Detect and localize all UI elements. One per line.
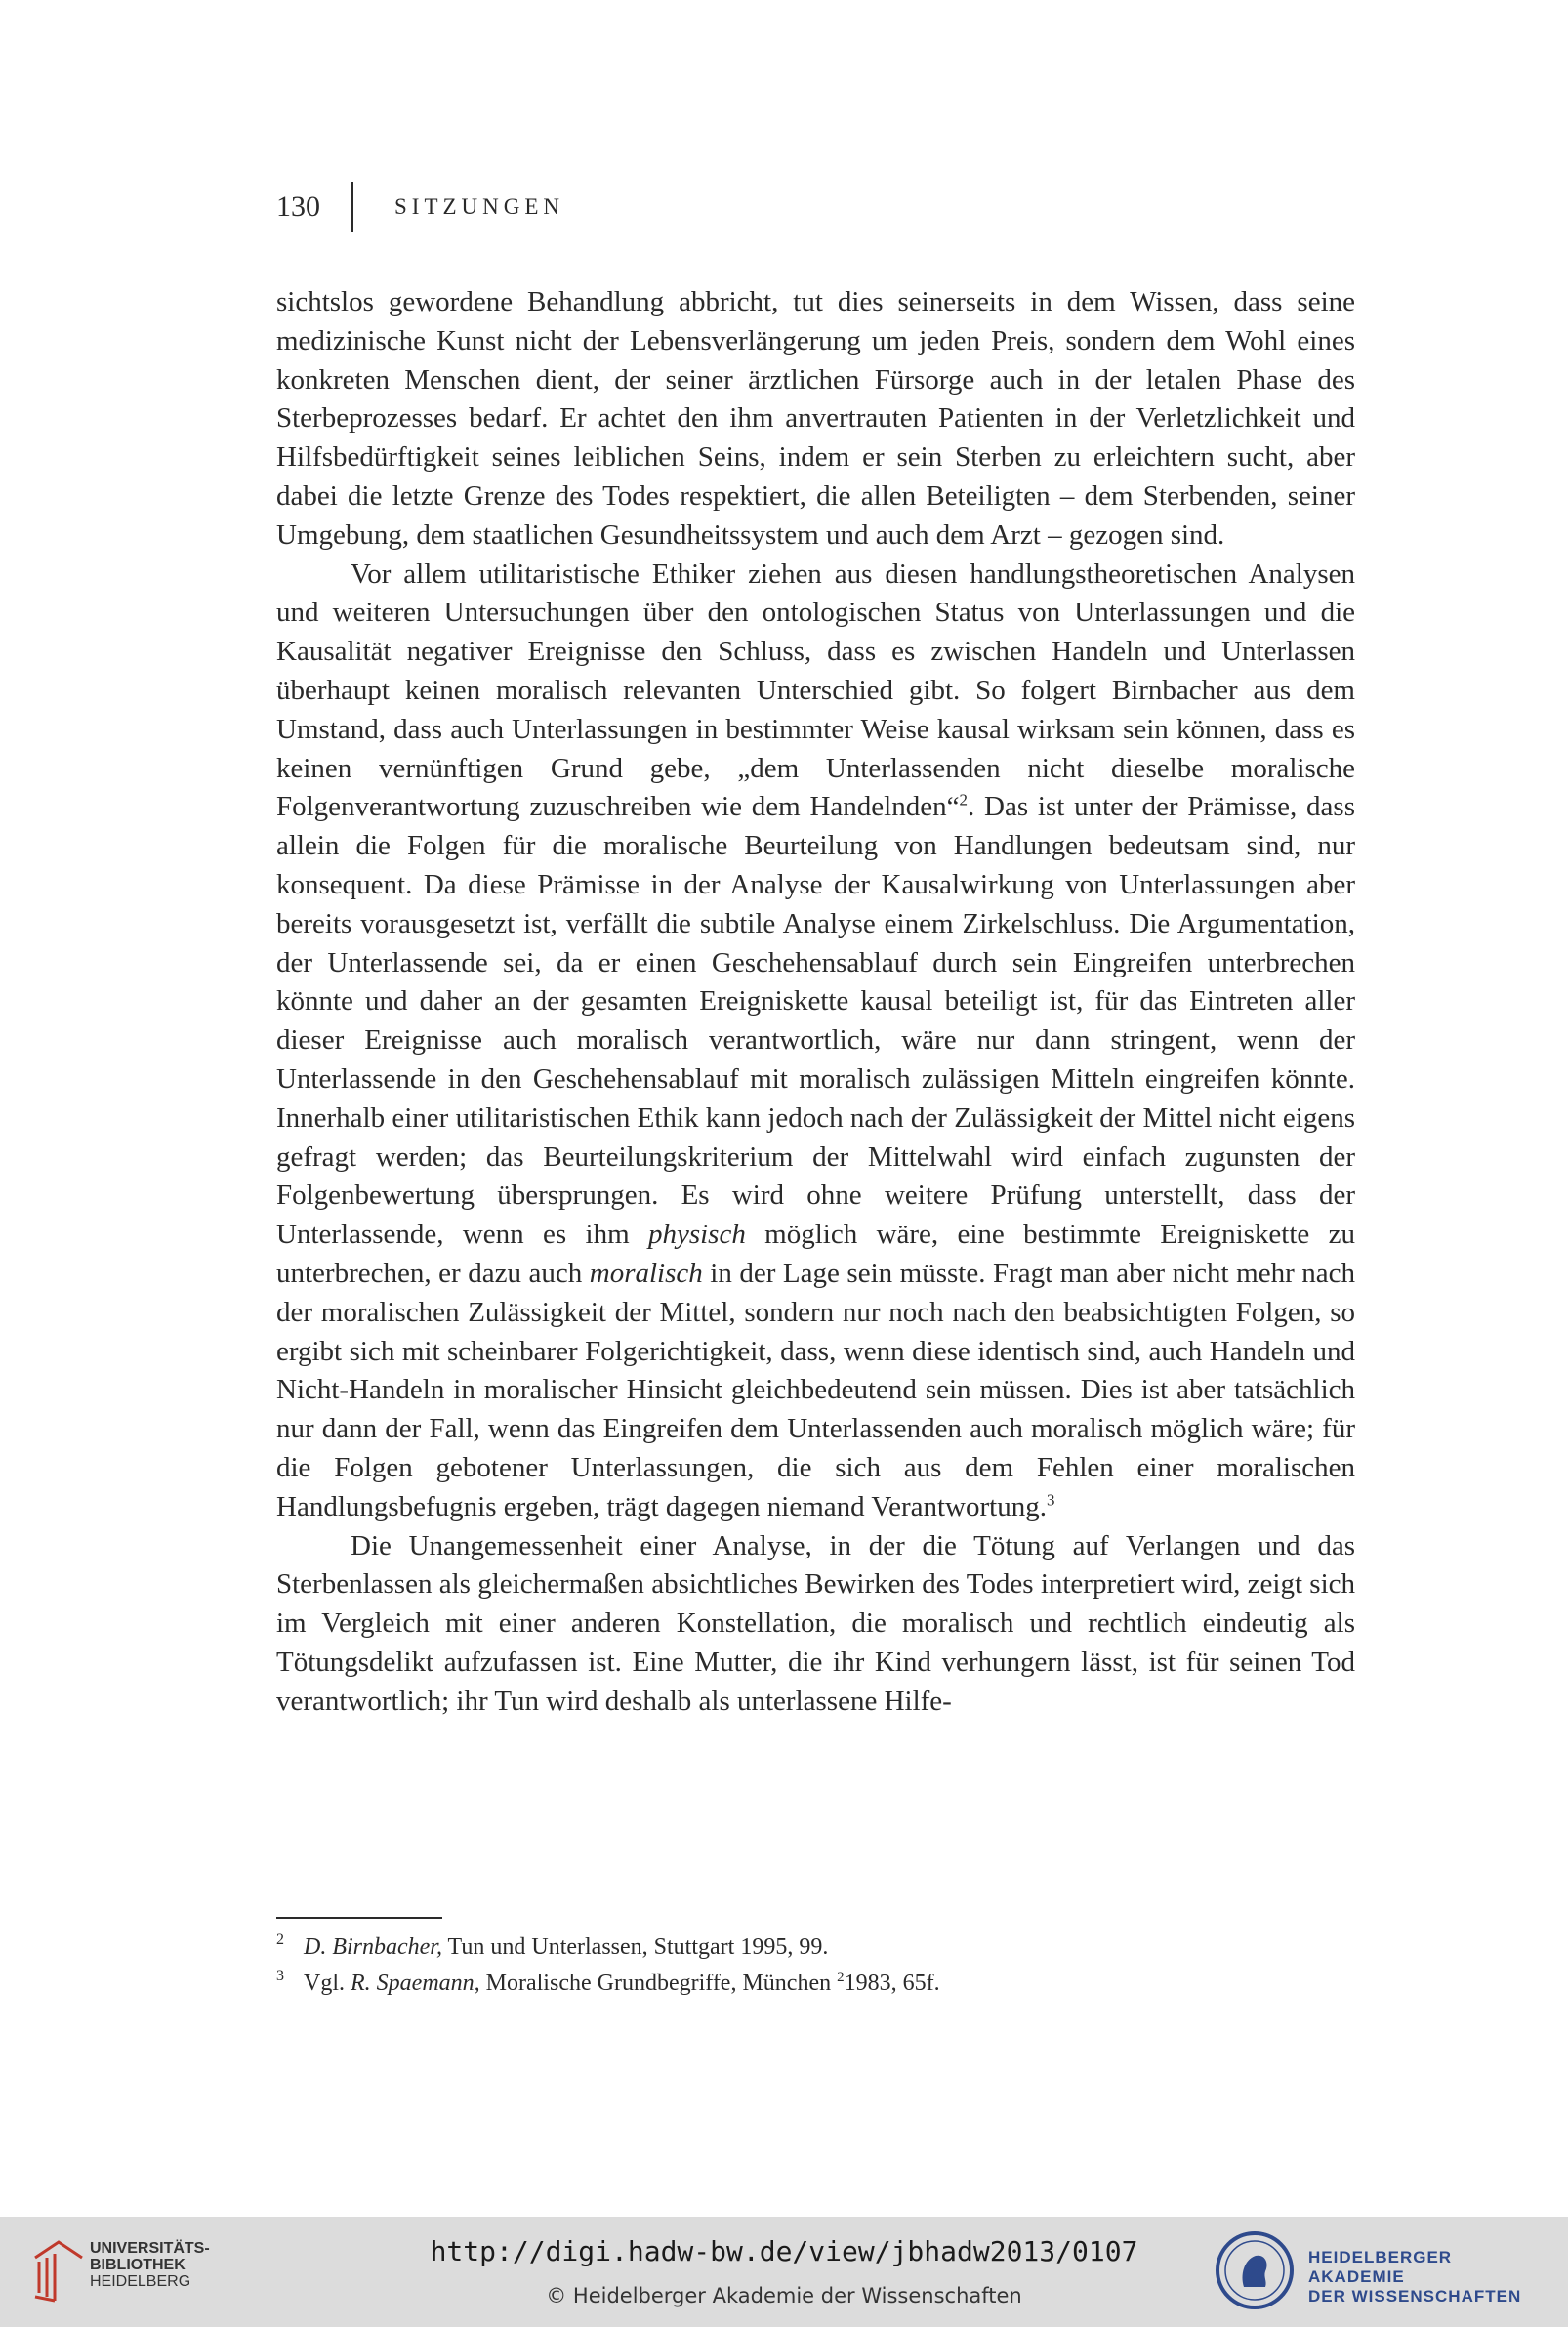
footnote-3 [276,1966,1355,2005]
footnote-citation: Tun und Unterlassen, Stuttgart 1995, 99. [441,1934,829,1960]
paragraph-2 [276,556,1355,1527]
footnote-prefix: Vgl. [304,1971,351,1996]
footnote-author: D. Birnbacher, [304,1934,442,1960]
academy-name [1308,2248,1543,2306]
footnotes [276,1930,1355,2005]
footnote-separator [276,1917,442,1919]
paragraph-3: Die Unangemessenheit einer Analyse, in der die Tötung auf Verlangen und das Sterbenlassen als gleichermaßen absichtliches Bewirken des Todes interpretiert wird, zeigt sich im Vergleich mit einer anderen Konstellation, die moralisch und rechtlich eindeutig als Tötungsdelikt aufzufassen ist. Eine Mutter, die ihr Kind verhungern lässt, ist für seinen Tod verantwortlich; ihr Tun wird deshalb als unterlassene Hilfe- [276,1529,1355,1717]
header-divider [351,182,353,232]
paragraph-2-part-c: möglich wäre, eine bestimmte Ereigniskette zu unterbrechen, er dazu auch [276,1219,1356,1289]
footnote-ref-3[interactable]: 3 [1046,1490,1055,1510]
footnote-text [304,1930,828,1966]
footnote-2 [276,1930,1355,1966]
footnote-citation: Moralische Grundbegriffe, München [479,1971,838,1996]
footnote-mark: 2 [276,1932,284,1948]
footnote-text [304,1966,940,2005]
page-number: 130 [276,190,320,223]
emphasis-physisch: physisch [647,1219,746,1251]
footnote-ref-2[interactable]: 2 [959,790,968,810]
academy-name-line-2: DER WISSENSCHAFTEN [1308,2287,1522,2306]
permalink-url[interactable]: http://digi.hadw-bw.de/view/jbhadw2013/0107 [430,2235,1138,2267]
footnote-mark: 3 [276,1968,284,1984]
paragraph-2-part-b: . Das ist unter der Prämisse, dass allein die Folgen für die moralische Beurteilung von Handlungen bedeutsam sind, nur konsequent. Da diese Prämisse in der Analyse der Kausalwirkung von Unterlassungen aber bereits vorausgesetzt ist, verfällt die subtile Analyse einem Zirkelschluss. Die Argumentation, der Unterlassende sei, da er einen Geschehensablauf durch sein Eingreifen unterbrechen könnte und daher an der gesamten Ereigniskette kausal beteiligt ist, für das Eintreten aller dieser Ereignisse auch moralisch verantwortlich, wäre nur dann stringent, wenn der Unterlassende in den Geschehensablauf mit moralisch zulässigen Mitteln eingreifen könnte. Innerhalb einer utilitaristischen Ethik kann jedoch nach der Zulässigkeit der Mittel nicht eigens gefragt werden; das Beurteilungskriterium der Mittelwahl wird einfach zugunsten der Folgenbewertung übersprungen. Es wird ohne weitere Prüfung unterstellt, dass der Unterlassende, wenn es ihm [276,791,1355,1251]
academy-seal-icon [1211,2226,1299,2314]
academy-logo[interactable] [1211,2226,1543,2314]
section-title: SITZUNGEN [394,194,565,219]
paragraph-2-part-a: Vor allem utilitaristische Ethiker ziehen aus diesen handlungstheoretischen Analysen und weiteren Untersuchungen über den ontologischen Status von Unterlassungen und die Kausalität negativer Ereignisse den Schluss, dass es zwischen Handeln und Unterlassen überhaupt keinen moralisch relevanten Unterschied gibt. So folgert Birnbacher aus dem Umstand, dass auch Unterlassungen in bestimmter Weise kausal wirksam sein können, dass es keinen vernünftigen Grund gebe, „dem Unterlassenden nicht dieselbe moralische Folgenverantwortung zuzuschreiben wie dem Handelnden“ [276,558,1355,823]
academy-name-line-1: HEIDELBERGER AKADEMIE [1308,2248,1453,2286]
paragraph-1: sichtslos gewordene Behandlung abbricht, tut dies seinerseits in dem Wissen, dass seine medizinische Kunst nicht der Lebensverlängerung um jeden Preis, sondern dem Wohl eines konkreten Menschen dient, der seiner ärztlichen Fürsorge auch in der letalen Phase des Sterbeprozesses bedarf. Er achtet den ihm anvertrauten Patienten in der Verletzlichkeit und Hilfsbedürftigkeit seines leiblichen Seins, indem er sein Sterben zu erleichtern sucht, aber dabei die letzte Grenze des Todes respektiert, die allen Beteiligten – dem Sterbenden, seiner Umgebung, dem staatlichen Gesundheitssystem und auch dem Arzt – gezogen sind. [276,286,1355,551]
library-name-line-2: BIBLIOTHEK [90,2257,186,2273]
footnote-author: R. Spaemann, [351,1971,480,1996]
footnote-citation-end: 1983, 65f. [844,1971,940,1996]
library-name-line-3: HEIDELBERG [90,2273,191,2290]
running-head [276,186,564,229]
library-name-line-1: UNIVERSITÄTS- [90,2240,210,2257]
body-text [276,283,1355,1721]
copyright-notice: © Heidelberger Akademie der Wissenschaften [546,2284,1022,2307]
emphasis-moralisch: moralisch [589,1257,703,1289]
edition-superscript: 2 [837,1970,845,1985]
paragraph-2-part-d: in der Lage sein müsste. Fragt man aber nicht mehr nach der moralischen Zulässigkeit der Mittel, sondern nur noch nach den beabsichtigten Folgen, so ergibt sich mit scheinbarer Folgerichtigkeit, dass, wenn diese identisch sind, auch Handeln und Nicht-Handeln in moralischer Hinsicht gleichbedeutend sein müssen. Dies ist aber tatsächlich nur dann der Fall, wenn das Eingreifen dem Unterlassenden auch moralisch möglich wäre; für die Folgen gebotener Unterlassungen, die sich aus dem Fehlen einer moralischen Handlungsbefugnis ergeben, trägt dagegen niemand Verantwortung. [276,1257,1355,1522]
